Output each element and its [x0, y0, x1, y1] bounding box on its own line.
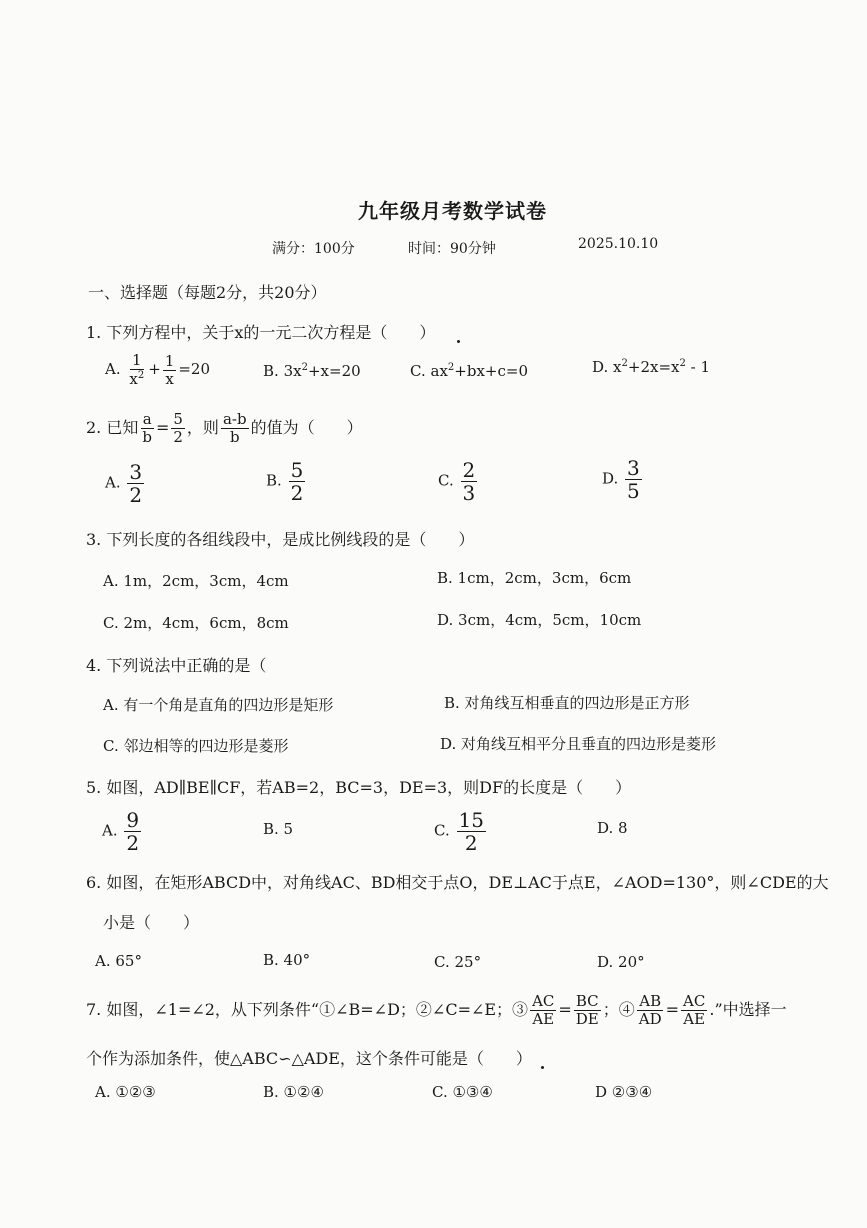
question-1-option-c: C. $ax^2+bx+c=0$	[410, 362, 528, 380]
question-7-option-a: A. ①②③	[95, 1083, 156, 1101]
question-1-option-b: B. $3x^2+x=20$	[263, 362, 361, 380]
exam-date: 2025.10.10	[578, 236, 659, 252]
question-7-option-b: B. ①②④	[263, 1083, 324, 1101]
fraction: $\frac{1}{x^2}$	[129, 351, 145, 388]
question-2-option-a: A. $\frac{3}{2}$	[105, 460, 143, 507]
fraction: $\frac{BC}{DE}$	[575, 992, 599, 1028]
stray-dot	[457, 340, 460, 343]
question-2-option-b: B. $\frac{5}{2}$	[266, 458, 304, 505]
fraction: $\frac{AB}{AD}$	[638, 992, 662, 1028]
question-2-stem: 2. 已知 $\frac{a}{b}$ = $\frac{5}{2}$ ，则 $\frac{a-b}{b}$ 的值为（ ）	[86, 410, 363, 446]
fraction: $\frac{2}{3}$	[462, 458, 476, 505]
question-2-option-d: D. $\frac{3}{5}$	[602, 456, 640, 503]
question-4-option-a: A. 有一个角是直角的四边形是矩形	[103, 696, 334, 714]
question-1-stem: 1. 下列方程中，关于x的一元二次方程是（ ）	[86, 323, 436, 342]
question-4-option-c: C. 邻边相等的四边形是菱形	[103, 737, 289, 755]
fraction: $\frac{3}{2}$	[129, 460, 143, 507]
question-6-option-d: D. 20°	[597, 953, 645, 971]
fraction: $\frac{9}{2}$	[126, 808, 140, 855]
question-5-option-b: B. 5	[263, 820, 294, 838]
stray-dot	[541, 1066, 544, 1069]
question-4-stem: 4. 下列说法中正确的是（	[86, 656, 267, 675]
question-5-option-c: C. $\frac{15}{2}$	[434, 808, 484, 855]
fraction: $\frac{3}{5}$	[627, 456, 640, 503]
question-7-stem-line2: 个作为添加条件，使△ABC∽△ADE，这个条件可能是（ ）	[86, 1049, 532, 1068]
question-7-stem-line1: 7. 如图，∠1=∠2，从下列条件“①∠B=∠D；②∠C=∠E；③ $\frac{AC}{AE}$ = $\frac{BC}{DE}$ ；④ $\frac{AB}{AD}$ = $\frac{AC}{AE}$ .”中选择一	[86, 992, 787, 1028]
question-2-option-c: C. $\frac{2}{3}$	[438, 458, 476, 505]
fraction: $\frac{AC}{AE}$	[683, 992, 706, 1028]
fraction: $\frac{a}{b}$	[142, 410, 152, 446]
question-1-option-d: D. $x^2+2x=x^2 - 1$	[592, 358, 711, 376]
question-1-option-a: A. $\frac{1}{x^2}$ + $\frac{1}{x}$ =20	[105, 351, 211, 388]
question-3-option-b: B. 1cm，2cm，3cm，6cm	[437, 569, 632, 587]
section-heading: 一、选择题（每题2分，共20分）	[88, 283, 327, 302]
full-marks: 满分：100分	[272, 241, 355, 257]
question-4-option-b: B. 对角线互相垂直的四边形是正方形	[444, 694, 690, 712]
fraction: $\frac{5}{2}$	[290, 458, 304, 505]
question-6-option-a: A. 65°	[95, 952, 142, 970]
question-5-option-a: A. $\frac{9}{2}$	[102, 808, 140, 855]
exam-time: 时间：90分钟	[408, 241, 496, 257]
question-3-stem: 3. 下列长度的各组线段中，是成比例线段的是（ ）	[86, 530, 475, 549]
fraction: $\frac{5}{2}$	[173, 410, 183, 446]
fraction: $\frac{1}{x}$	[164, 351, 175, 388]
question-3-option-c: C. 2m，4cm，6cm，8cm	[103, 614, 289, 632]
question-7-option-d: D ②③④	[595, 1083, 653, 1101]
question-6-stem-line2: 小是（ ）	[103, 913, 200, 932]
question-6-option-b: B. 40°	[263, 951, 311, 969]
question-4-option-d: D. 对角线互相平分且垂直的四边形是菱形	[440, 735, 717, 753]
question-7-option-c: C. ①③④	[432, 1083, 493, 1101]
page-title: 九年级月考数学试卷	[358, 199, 547, 223]
fraction: $\frac{a-b}{b}$	[222, 410, 247, 446]
question-5-option-d: D. 8	[597, 819, 628, 837]
fraction: $\frac{15}{2}$	[458, 808, 484, 855]
question-3-option-d: D. 3cm，4cm，5cm，10cm	[437, 611, 642, 629]
question-3-option-a: A. 1m，2cm，3cm，4cm	[103, 572, 289, 590]
question-6-option-c: C. 25°	[434, 953, 482, 971]
question-6-stem-line1: 6. 如图，在矩形ABCD中，对角线AC、BD相交于点O，DE⊥AC于点E，∠AOD=130°，则∠CDE的大	[86, 873, 829, 892]
fraction: $\frac{AC}{AE}$	[532, 992, 555, 1028]
question-5-stem: 5. 如图，AD∥BE∥CF，若AB=2，BC=3，DE=3，则DF的长度是（ ）	[86, 778, 632, 797]
